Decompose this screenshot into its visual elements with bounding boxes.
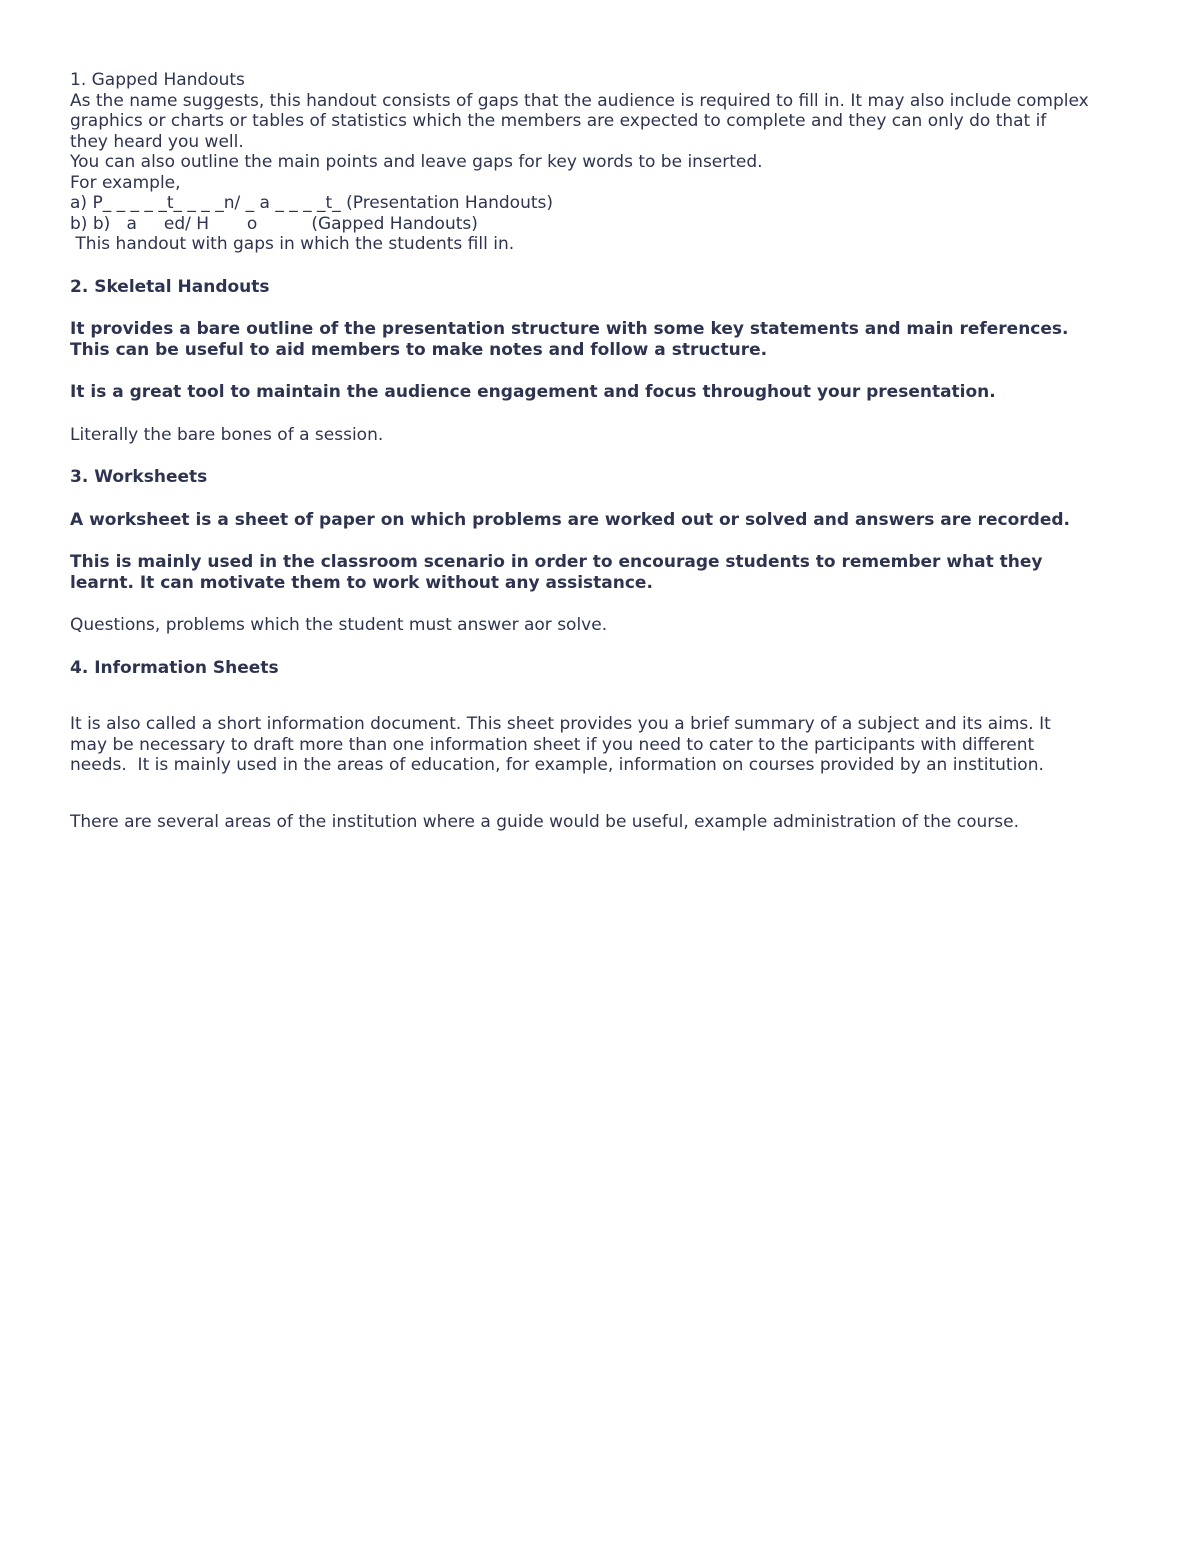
spacer	[70, 403, 1140, 425]
body-line: they heard you well.	[70, 131, 244, 152]
plain-line: Questions, problems which the student must answer aor solve.	[70, 615, 608, 635]
spacer	[70, 488, 1140, 510]
section-skeletal-handouts	[70, 277, 1140, 446]
body-line: For example,	[70, 172, 181, 193]
bold-line: This can be useful to aid members to make notes and follow a structure.	[70, 339, 768, 360]
body-line: As the name suggests, this handout consists of gaps that the audience is required to fill in. It may also include complex	[70, 90, 1089, 111]
spacer	[70, 255, 1140, 277]
closing-line: There are several areas of the institution where a guide would be useful, example administration of the course.	[70, 811, 1019, 832]
plain-line: Literally the bare bones of a session.	[70, 424, 384, 445]
section-gapped-handouts	[70, 70, 1140, 255]
spacer	[70, 360, 1140, 382]
bold-line: This is mainly used in the classroom scenario in order to encourage students to remember what they	[70, 552, 1043, 572]
bold-line: A worksheet is a sheet of paper on which problems are worked out or solved and answers are recorded.	[70, 509, 1070, 530]
section-information-sheets	[70, 658, 1140, 833]
document-page	[70, 70, 1140, 832]
body-line: This handout with gaps in which the students fill in.	[70, 234, 515, 254]
body-line: graphics or charts or tables of statistics which the members are expected to complete and they can only do that if	[70, 111, 1047, 131]
section-heading: 3. Worksheets	[70, 467, 208, 487]
spacer	[70, 776, 1140, 812]
bold-line: It is a great tool to maintain the audience engagement and focus throughout your presentation.	[70, 382, 996, 402]
section-heading: 1. Gapped Handouts	[70, 70, 245, 90]
spacer	[70, 297, 1140, 319]
body-line: needs. It is mainly used in the areas of education, for example, information on courses provided by an institution.	[70, 755, 1044, 775]
example-line: a) P_ _ _ _ _t_ _ _ _n/ _ a _ _ _ _t_ (Presentation Handouts)	[70, 193, 554, 213]
section-heading: 4. Information Sheets	[70, 657, 279, 678]
spacer	[70, 636, 1140, 658]
spacer	[70, 445, 1140, 467]
spacer	[70, 593, 1140, 615]
spacer	[70, 678, 1140, 714]
body-line: may be necessary to draft more than one information sheet if you need to cater to the participants with different	[70, 734, 1035, 755]
section-heading: 2. Skeletal Handouts	[70, 276, 270, 297]
example-line: b) b) a ed/ H o (Gapped Handouts)	[70, 213, 478, 234]
spacer	[70, 530, 1140, 552]
section-worksheets	[70, 467, 1140, 636]
body-line: You can also outline the main points and leave gaps for key words to be inserted.	[70, 152, 763, 172]
body-line: It is also called a short information document. This sheet provides you a brief summary of a subject and its aims. It	[70, 714, 1051, 734]
bold-line: It provides a bare outline of the presentation structure with some key statements and main references.	[70, 319, 1069, 339]
bold-line: learnt. It can motivate them to work without any assistance.	[70, 572, 653, 593]
